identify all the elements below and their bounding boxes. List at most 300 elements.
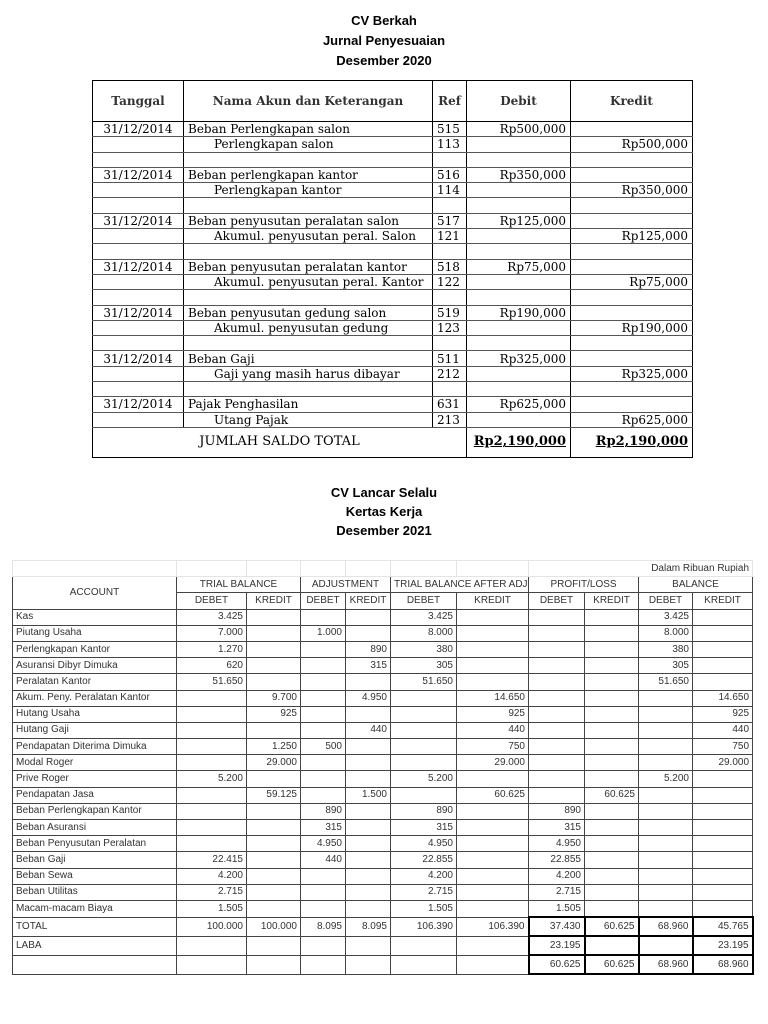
amount-cell xyxy=(585,884,639,900)
amount-cell xyxy=(529,771,585,787)
amount-cell: 14.650 xyxy=(693,690,753,706)
amount-cell: 37.430 xyxy=(529,917,585,936)
amount-cell xyxy=(529,625,585,641)
amount-cell xyxy=(585,722,639,738)
amount-cell: 60.625 xyxy=(457,787,529,803)
amount-cell xyxy=(693,787,753,803)
journal-period: Desember 2020 xyxy=(336,53,432,68)
amount-cell: 2.715 xyxy=(529,884,585,900)
amount-cell: 925 xyxy=(247,706,301,722)
amount-cell xyxy=(529,674,585,690)
account-name: Beban Utilitas xyxy=(13,884,177,900)
blank-cell xyxy=(13,561,177,577)
blank-cell xyxy=(571,290,693,305)
amount-cell xyxy=(247,955,301,974)
account-row xyxy=(13,690,753,706)
total-label: JUMLAH SALDO TOTAL xyxy=(93,427,467,457)
amount-cell xyxy=(639,884,693,900)
amount-cell: 4.950 xyxy=(391,836,457,852)
amount-cell: 1.505 xyxy=(391,900,457,917)
account-name: Perlengkapan Kantor xyxy=(13,641,177,657)
amount-cell xyxy=(301,658,346,674)
debit-amount xyxy=(467,183,571,198)
amount-cell xyxy=(247,900,301,917)
journal-debit-row xyxy=(93,397,693,412)
amount-cell xyxy=(346,868,391,884)
blank-cell xyxy=(93,382,184,397)
amount-cell xyxy=(639,820,693,836)
amount-cell: 1.000 xyxy=(301,625,346,641)
amount-cell xyxy=(247,836,301,852)
amount-cell: 315 xyxy=(529,820,585,836)
account-row xyxy=(13,755,753,771)
entry-date xyxy=(93,229,184,244)
ref: 113 xyxy=(433,137,467,152)
credit-account: Akumul. penyusutan gedung xyxy=(184,320,433,335)
amount-cell: 23.195 xyxy=(693,936,753,955)
amount-cell xyxy=(693,674,753,690)
amount-cell: 23.195 xyxy=(529,936,585,955)
amount-cell xyxy=(301,868,346,884)
account-row xyxy=(13,739,753,755)
credit-amount xyxy=(571,213,693,228)
amount-cell xyxy=(391,706,457,722)
worksheet-table xyxy=(12,560,754,975)
amount-cell: 4.200 xyxy=(391,868,457,884)
blank-row xyxy=(93,198,693,213)
entry-date xyxy=(93,274,184,289)
blank-cell xyxy=(571,336,693,351)
journal-total-row xyxy=(93,427,693,457)
amount-cell: 14.650 xyxy=(457,690,529,706)
ref: 114 xyxy=(433,183,467,198)
amount-cell xyxy=(346,936,391,955)
amount-cell xyxy=(247,936,301,955)
amount-cell: 440 xyxy=(301,852,346,868)
ref: 518 xyxy=(433,259,467,274)
blank-cell xyxy=(467,198,571,213)
account-name: Peralatan Kantor xyxy=(13,674,177,690)
amount-cell xyxy=(457,852,529,868)
debet-header: DEBET xyxy=(529,593,585,609)
header-account: Nama Akun dan Keterangan xyxy=(184,81,433,122)
amount-cell: 5.200 xyxy=(391,771,457,787)
header-ref: Ref xyxy=(433,81,467,122)
blank-cell xyxy=(93,152,184,167)
amount-cell: 4.200 xyxy=(177,868,247,884)
amount-cell xyxy=(301,955,346,974)
entry-date xyxy=(93,183,184,198)
amount-cell xyxy=(301,900,346,917)
account-row xyxy=(13,900,753,917)
amount-cell xyxy=(346,803,391,819)
credit-account: Perlengkapan salon xyxy=(184,137,433,152)
amount-cell xyxy=(247,722,301,738)
account-name: Prive Roger xyxy=(13,771,177,787)
amount-cell xyxy=(585,771,639,787)
amount-cell: 9.700 xyxy=(247,690,301,706)
amount-cell: 4.950 xyxy=(529,836,585,852)
amount-cell xyxy=(177,706,247,722)
blank-cell xyxy=(571,382,693,397)
blank-cell xyxy=(301,561,346,577)
amount-cell: 890 xyxy=(529,803,585,819)
debit-account: Beban Gaji xyxy=(184,351,433,366)
credit-amount xyxy=(571,167,693,182)
amount-cell xyxy=(639,936,693,955)
amount-cell: 890 xyxy=(391,803,457,819)
account-row xyxy=(13,884,753,900)
amount-cell xyxy=(639,690,693,706)
credit-amount: Rp190,000 xyxy=(571,320,693,335)
entry-date: 31/12/2014 xyxy=(93,167,184,182)
ref: 515 xyxy=(433,122,467,137)
amount-cell xyxy=(639,787,693,803)
amount-cell: 29.000 xyxy=(247,755,301,771)
amount-cell: 500 xyxy=(301,739,346,755)
header-kredit: Kredit xyxy=(571,81,693,122)
amount-cell: 4.200 xyxy=(529,868,585,884)
group-header: PROFIT/LOSS xyxy=(529,577,639,593)
amount-cell: 45.765 xyxy=(693,917,753,936)
account-row xyxy=(13,658,753,674)
amount-cell xyxy=(346,609,391,625)
account-row xyxy=(13,641,753,657)
account-row xyxy=(13,868,753,884)
blank-cell xyxy=(433,244,467,259)
journal-debit-row xyxy=(93,259,693,274)
blank-cell xyxy=(571,198,693,213)
note-row xyxy=(13,561,753,577)
amount-cell xyxy=(391,936,457,955)
amount-cell xyxy=(301,690,346,706)
amount-cell xyxy=(301,884,346,900)
blank-cell xyxy=(467,290,571,305)
amount-cell xyxy=(177,690,247,706)
amount-cell: 68.960 xyxy=(639,955,693,974)
amount-cell: 440 xyxy=(457,722,529,738)
amount-cell xyxy=(346,625,391,641)
account-name: Beban Asuransi xyxy=(13,820,177,836)
debit-amount xyxy=(467,137,571,152)
blank-cell xyxy=(184,244,433,259)
amount-cell: 3.425 xyxy=(391,609,457,625)
blank-cell xyxy=(184,290,433,305)
amount-cell xyxy=(346,739,391,755)
amount-cell: 380 xyxy=(391,641,457,657)
ref: 519 xyxy=(433,305,467,320)
amount-cell xyxy=(639,739,693,755)
group-header-row xyxy=(13,577,753,593)
amount-cell: 60.625 xyxy=(585,917,639,936)
debit-amount xyxy=(467,412,571,427)
amount-cell xyxy=(457,836,529,852)
amount-cell xyxy=(457,625,529,641)
amount-cell: 440 xyxy=(693,722,753,738)
amount-cell: 3.425 xyxy=(177,609,247,625)
amount-cell xyxy=(177,955,247,974)
amount-cell xyxy=(529,706,585,722)
header-debit: Debit xyxy=(467,81,571,122)
amount-cell xyxy=(457,900,529,917)
amount-cell xyxy=(639,755,693,771)
amount-cell xyxy=(585,868,639,884)
group-header: ADJUSTMENT xyxy=(301,577,391,593)
account-name: Pendapatan Diterima Dimuka xyxy=(13,739,177,755)
amount-cell xyxy=(529,609,585,625)
amount-cell xyxy=(457,658,529,674)
amount-cell xyxy=(693,641,753,657)
amount-cell xyxy=(346,852,391,868)
blank-cell xyxy=(184,336,433,351)
debit-amount: Rp190,000 xyxy=(467,305,571,320)
amount-cell xyxy=(457,868,529,884)
amount-cell xyxy=(247,820,301,836)
total-credit: Rp2,190,000 xyxy=(571,427,693,457)
row-label: LABA xyxy=(13,936,177,955)
amount-cell xyxy=(177,787,247,803)
amount-cell: 22.855 xyxy=(391,852,457,868)
amount-cell xyxy=(346,771,391,787)
amount-cell xyxy=(391,787,457,803)
entry-date: 31/12/2014 xyxy=(93,122,184,137)
blank-cell xyxy=(467,382,571,397)
debit-amount: Rp125,000 xyxy=(467,213,571,228)
blank-cell xyxy=(467,336,571,351)
journal-credit-row xyxy=(93,320,693,335)
kredit-header: KREDIT xyxy=(457,593,529,609)
credit-amount: Rp350,000 xyxy=(571,183,693,198)
kredit-header: KREDIT xyxy=(346,593,391,609)
kredit-header: KREDIT xyxy=(585,593,639,609)
blank-cell xyxy=(93,198,184,213)
credit-amount: Rp625,000 xyxy=(571,412,693,427)
amount-cell xyxy=(346,900,391,917)
amount-cell xyxy=(693,771,753,787)
amount-cell xyxy=(177,755,247,771)
amount-cell xyxy=(639,706,693,722)
debet-header: DEBET xyxy=(177,593,247,609)
credit-amount: Rp500,000 xyxy=(571,137,693,152)
amount-cell xyxy=(457,936,529,955)
debit-account: Beban penyusutan gedung salon xyxy=(184,305,433,320)
amount-cell: 2.715 xyxy=(391,884,457,900)
amount-cell xyxy=(585,820,639,836)
amount-cell: 5.200 xyxy=(639,771,693,787)
amount-cell xyxy=(585,690,639,706)
debet-header: DEBET xyxy=(391,593,457,609)
amount-cell xyxy=(457,771,529,787)
amount-cell xyxy=(585,674,639,690)
amount-cell: 315 xyxy=(301,820,346,836)
amount-cell xyxy=(247,641,301,657)
amount-cell xyxy=(247,658,301,674)
blank-row xyxy=(93,152,693,167)
journal-title: Jurnal Penyesuaian xyxy=(322,33,446,48)
profit-row xyxy=(13,936,753,955)
entry-date: 31/12/2014 xyxy=(93,351,184,366)
amount-cell xyxy=(529,641,585,657)
ref: 631 xyxy=(433,397,467,412)
debit-account: Beban penyusutan peralatan salon xyxy=(184,213,433,228)
kredit-header: KREDIT xyxy=(247,593,301,609)
amount-cell xyxy=(346,674,391,690)
account-row xyxy=(13,609,753,625)
amount-cell: 1.505 xyxy=(529,900,585,917)
amount-cell xyxy=(585,755,639,771)
account-row xyxy=(13,852,753,868)
unit-note: Dalam Ribuan Rupiah xyxy=(529,561,753,577)
debit-amount: Rp325,000 xyxy=(467,351,571,366)
blank-cell xyxy=(433,382,467,397)
entry-date xyxy=(93,366,184,381)
credit-account: Gaji yang masih harus dibayar xyxy=(184,366,433,381)
amount-cell: 1.500 xyxy=(346,787,391,803)
debit-amount: Rp350,000 xyxy=(467,167,571,182)
amount-cell xyxy=(639,722,693,738)
amount-cell xyxy=(457,609,529,625)
amount-cell xyxy=(301,674,346,690)
amount-cell: 440 xyxy=(346,722,391,738)
account-name: Hutang Usaha xyxy=(13,706,177,722)
amount-cell: 750 xyxy=(457,739,529,755)
amount-cell: 1.250 xyxy=(247,739,301,755)
group-header: BALANCE xyxy=(639,577,753,593)
amount-cell xyxy=(585,658,639,674)
ref: 121 xyxy=(433,229,467,244)
amount-cell: 890 xyxy=(301,803,346,819)
amount-cell xyxy=(457,884,529,900)
blank-cell xyxy=(433,336,467,351)
amount-cell xyxy=(301,755,346,771)
amount-cell xyxy=(391,739,457,755)
entry-date xyxy=(93,137,184,152)
amount-cell xyxy=(301,787,346,803)
blank-cell xyxy=(467,152,571,167)
journal-debit-row xyxy=(93,213,693,228)
amount-cell xyxy=(529,690,585,706)
amount-cell: 51.650 xyxy=(639,674,693,690)
total-debit: Rp2,190,000 xyxy=(467,427,571,457)
amount-cell: 4.950 xyxy=(346,690,391,706)
entry-date: 31/12/2014 xyxy=(93,213,184,228)
entry-date xyxy=(93,412,184,427)
amount-cell xyxy=(346,706,391,722)
blank-cell xyxy=(93,290,184,305)
blank-cell xyxy=(391,561,457,577)
amount-cell xyxy=(693,803,753,819)
journal-credit-row xyxy=(93,274,693,289)
amount-cell: 1.505 xyxy=(177,900,247,917)
blank-cell xyxy=(346,561,391,577)
debit-amount: Rp500,000 xyxy=(467,122,571,137)
account-name: Akum. Peny. Peralatan Kantor xyxy=(13,690,177,706)
amount-cell xyxy=(346,955,391,974)
amount-cell xyxy=(457,674,529,690)
account-name: Hutang Gaji xyxy=(13,722,177,738)
account-name: Beban Perlengkapan Kantor xyxy=(13,803,177,819)
amount-cell xyxy=(529,658,585,674)
amount-cell xyxy=(391,755,457,771)
account-name: Beban Penyusutan Peralatan xyxy=(13,836,177,852)
amount-cell xyxy=(693,625,753,641)
blank-row xyxy=(93,382,693,397)
amount-cell xyxy=(693,836,753,852)
account-row xyxy=(13,771,753,787)
amount-cell xyxy=(247,609,301,625)
account-row xyxy=(13,836,753,852)
row-label xyxy=(13,955,177,974)
account-row xyxy=(13,625,753,641)
ref: 517 xyxy=(433,213,467,228)
amount-cell xyxy=(346,884,391,900)
ref: 123 xyxy=(433,320,467,335)
amount-cell xyxy=(247,852,301,868)
amount-cell xyxy=(457,955,529,974)
amount-cell: 8.095 xyxy=(346,917,391,936)
amount-cell xyxy=(585,900,639,917)
amount-cell: 620 xyxy=(177,658,247,674)
account-name: Asuransi Dibyr Dimuka xyxy=(13,658,177,674)
debit-account: Beban penyusutan peralatan kantor xyxy=(184,259,433,274)
entry-date: 31/12/2014 xyxy=(93,305,184,320)
amount-cell xyxy=(585,836,639,852)
blank-cell xyxy=(177,561,247,577)
blank-cell xyxy=(247,561,301,577)
amount-cell: 380 xyxy=(639,641,693,657)
amount-cell: 29.000 xyxy=(693,755,753,771)
amount-cell: 60.625 xyxy=(529,955,585,974)
amount-cell xyxy=(391,722,457,738)
amount-cell: 925 xyxy=(693,706,753,722)
amount-cell: 51.650 xyxy=(391,674,457,690)
ref: 516 xyxy=(433,167,467,182)
group-header: TRIAL BALANCE AFTER ADJ xyxy=(391,577,529,593)
blank-cell xyxy=(184,152,433,167)
amount-cell xyxy=(585,609,639,625)
amount-cell: 100.000 xyxy=(247,917,301,936)
amount-cell xyxy=(585,641,639,657)
amount-cell xyxy=(177,936,247,955)
account-name: Kas xyxy=(13,609,177,625)
amount-cell xyxy=(585,625,639,641)
amount-cell xyxy=(585,936,639,955)
ref: 213 xyxy=(433,412,467,427)
journal-debit-row xyxy=(93,122,693,137)
blank-cell xyxy=(571,244,693,259)
amount-cell xyxy=(639,852,693,868)
amount-cell xyxy=(346,755,391,771)
amount-cell xyxy=(346,820,391,836)
credit-amount xyxy=(571,351,693,366)
amount-cell xyxy=(177,803,247,819)
account-row xyxy=(13,787,753,803)
debit-amount xyxy=(467,320,571,335)
entry-date xyxy=(93,320,184,335)
credit-amount: Rp325,000 xyxy=(571,366,693,381)
amount-cell: 60.625 xyxy=(585,787,639,803)
amount-cell xyxy=(457,820,529,836)
amount-cell xyxy=(177,722,247,738)
kredit-header: KREDIT xyxy=(693,593,753,609)
amount-cell: 7.000 xyxy=(177,625,247,641)
amount-cell xyxy=(639,836,693,852)
amount-cell: 59.125 xyxy=(247,787,301,803)
blank-cell xyxy=(457,561,529,577)
amount-cell: 100.000 xyxy=(177,917,247,936)
credit-account: Akumul. penyusutan peral. Kantor xyxy=(184,274,433,289)
amount-cell xyxy=(693,884,753,900)
